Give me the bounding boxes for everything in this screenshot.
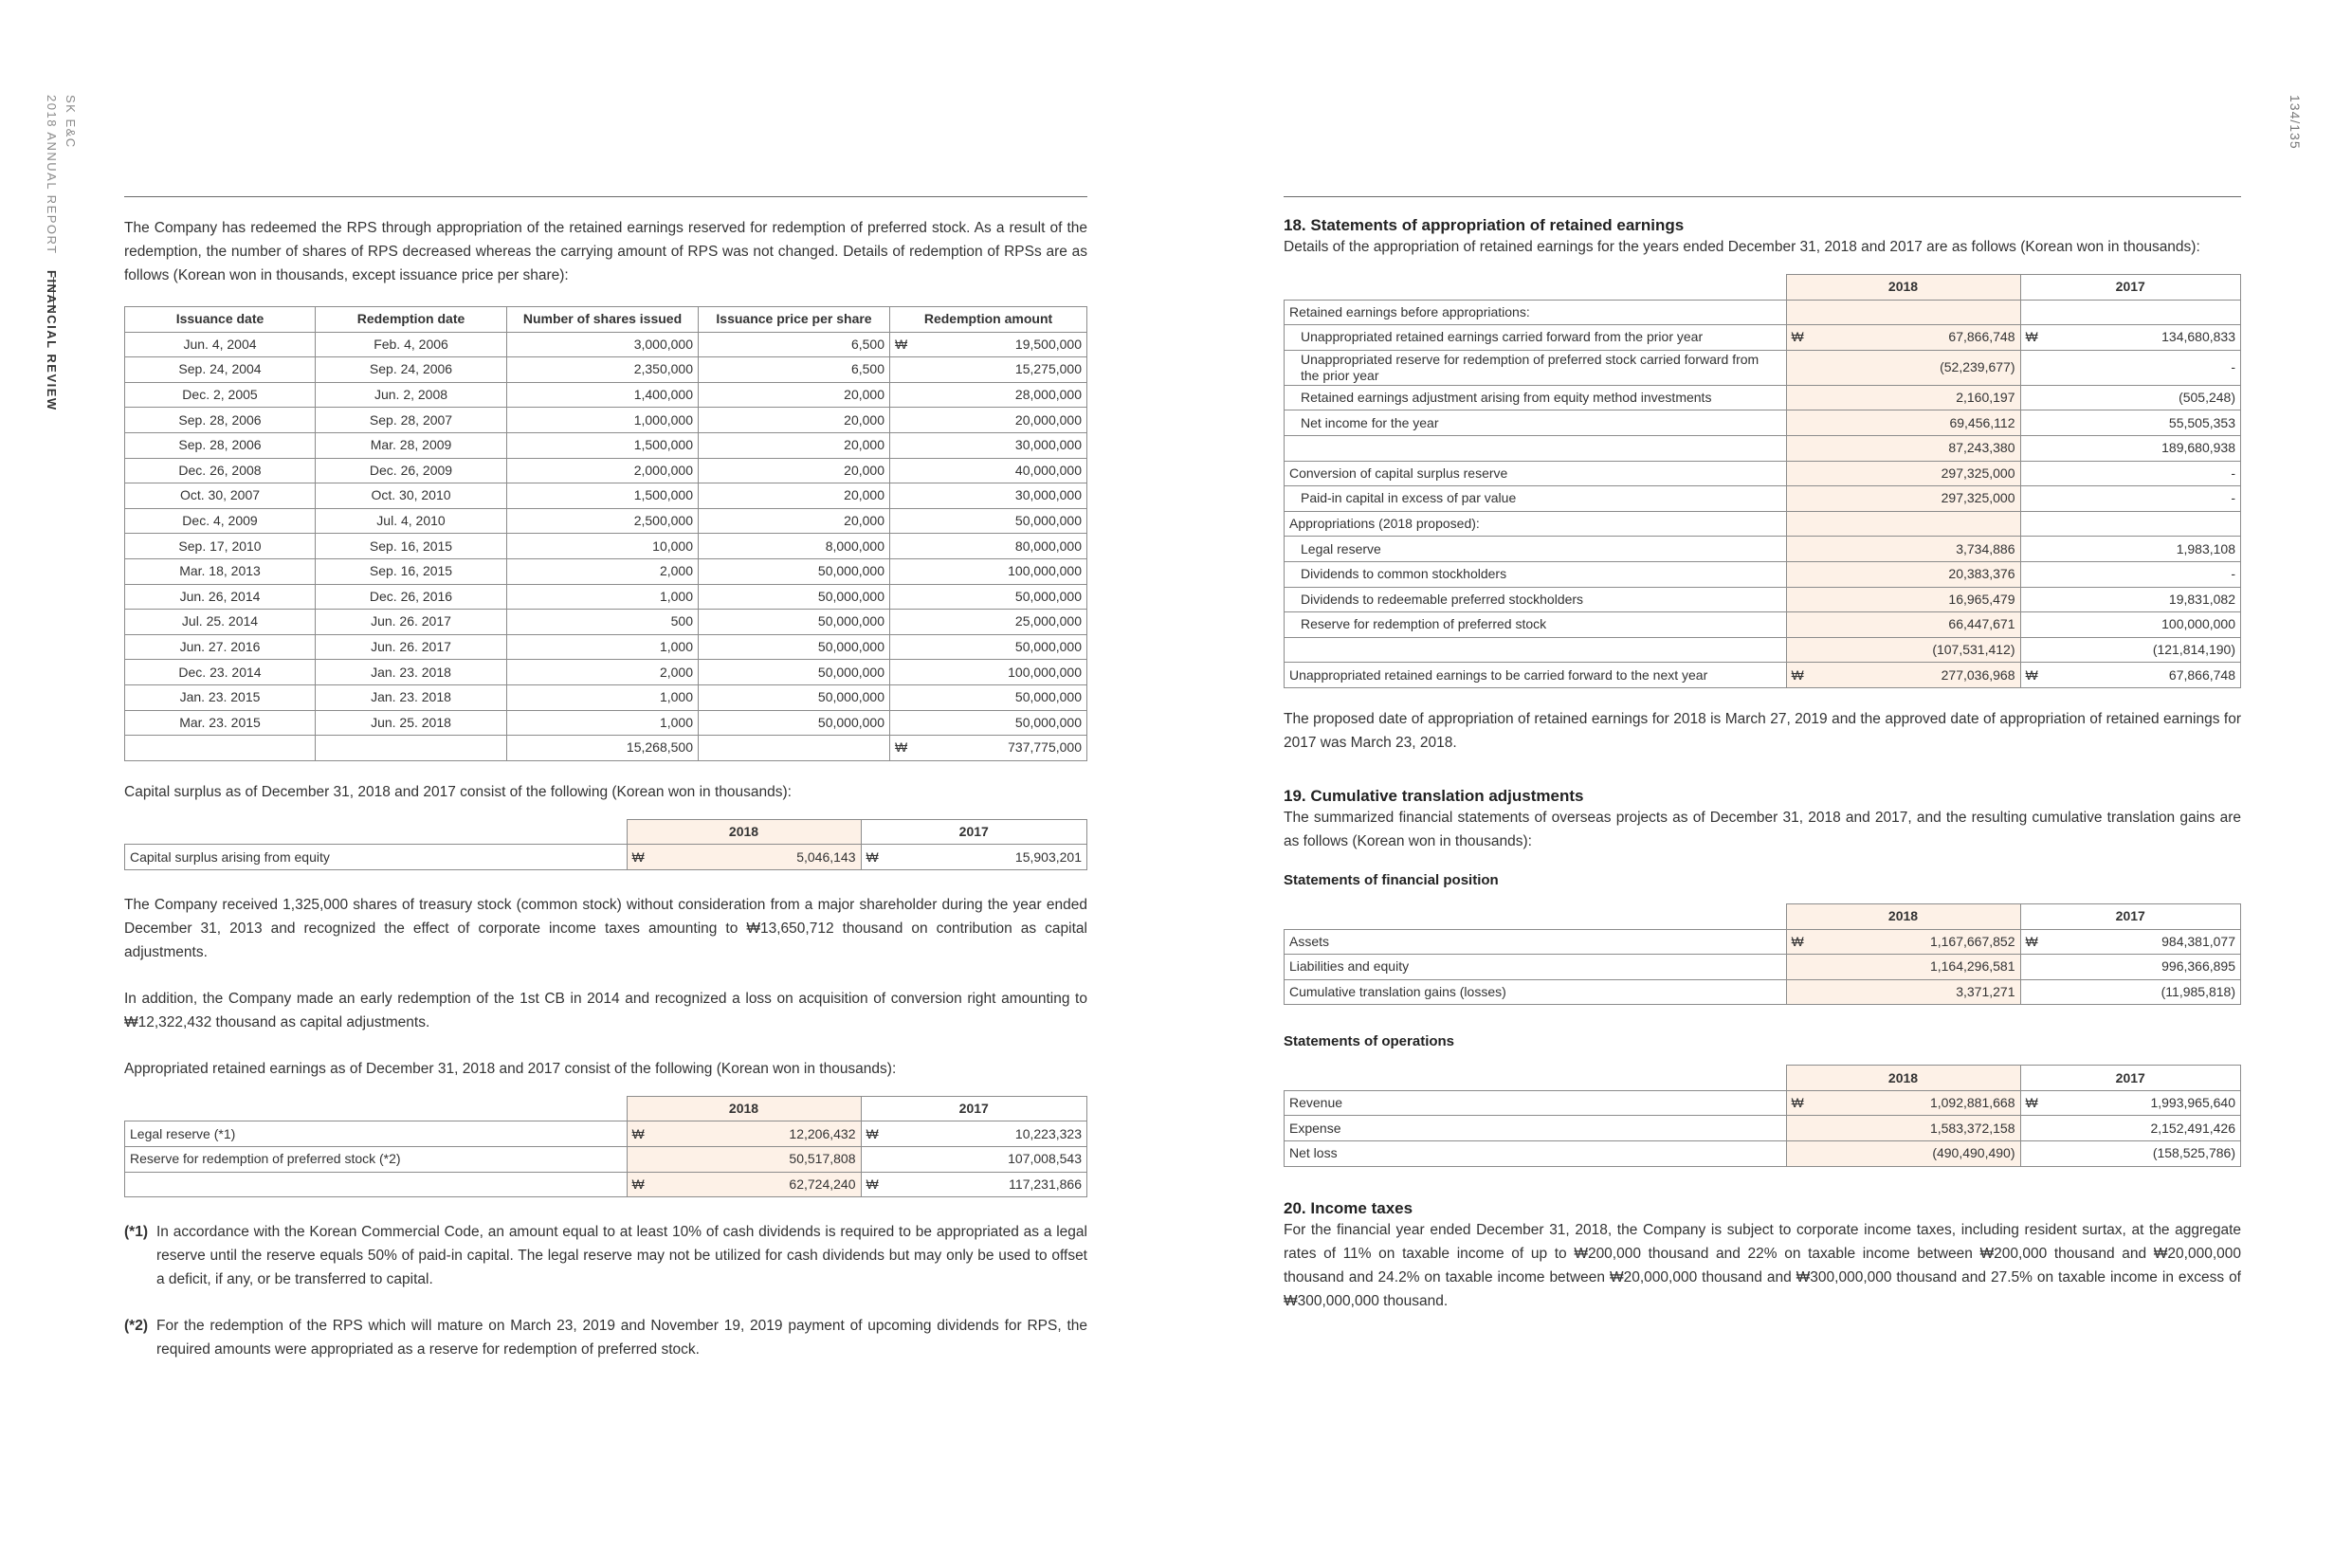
table-cell: 2,000 [507,660,699,685]
cell-value: 62,724,240 [789,1176,856,1192]
value-2018: (52,239,677) [1786,350,2020,385]
page-number: 134/135 [2288,95,2303,150]
table-cell: 50,000,000 [890,508,1087,534]
value-2017 [861,1172,1087,1197]
won-symbol: ₩ [631,1125,645,1141]
table-cell: 20,000 [699,408,890,433]
table-cell: 1,500,000 [507,432,699,458]
row-label [1285,637,1787,663]
table-cell: Jul. 4, 2010 [316,508,507,534]
table-row [1285,612,2241,638]
table-cell: 8,000,000 [699,534,890,559]
value-2017: - [2020,350,2241,385]
won-symbol: ₩ [895,336,908,352]
won-symbol: ₩ [2025,666,2038,683]
table-cell: Sep. 28, 2007 [316,408,507,433]
table-cell: Feb. 4, 2006 [316,332,507,357]
table-cell: 50,000,000 [699,710,890,736]
col-2018: 2018 [1786,1066,2020,1091]
col-redemption-date: Redemption date [316,307,507,333]
left-top-rule [124,196,1087,197]
note-1-key: (*1) [124,1224,148,1241]
table-header-row [125,307,1087,333]
table-cell: Dec. 26, 2008 [125,458,316,483]
col-issuance-date: Issuance date [125,307,316,333]
table-cell: 25,000,000 [890,610,1087,635]
row-label [1285,435,1787,461]
value-2018 [1786,929,2020,955]
table-cell: 20,000 [699,432,890,458]
table-cell: 500 [507,610,699,635]
table-cell: Jun. 26. 2017 [316,610,507,635]
total-shares: 15,268,500 [507,736,699,761]
row-label: Unappropriated reserve for redemption of preferred stock carried forward from the prior year [1285,350,1787,385]
value-2017: - [2020,486,2241,512]
won-symbol: ₩ [866,848,879,865]
value-2018 [1786,325,2020,351]
table-row [125,1121,1087,1147]
value-2017: 55,505,353 [2020,410,2241,436]
table-cell: Mar. 18, 2013 [125,558,316,584]
financial-position-title: Statements of financial position [1284,871,1499,888]
row-label: Retained earnings before appropriations: [1285,300,1787,325]
table-cell: 3,000,000 [507,332,699,357]
table-row [125,432,1087,458]
col-2017: 2017 [2020,1066,2241,1091]
table-cell: Dec. 26, 2016 [316,584,507,610]
table-cell: 50,000,000 [699,584,890,610]
row-label: Liabilities and equity [1285,955,1787,980]
table-cell: 2,500,000 [507,508,699,534]
table-cell: Jun. 25. 2018 [316,710,507,736]
table-cell: Sep. 28, 2006 [125,408,316,433]
table-row [1285,325,2241,351]
table-cell: 6,500 [699,332,890,357]
table-row [125,534,1087,559]
won-symbol: ₩ [2025,1095,2038,1111]
note-1-text: In accordance with the Korean Commercial Code, an amount equal to at least 10% of cash dividends is required to be appropriated as a legal reserve until the reserve equals 50% of paid-in capital. The legal reserve may not be utilized for cash dividends but may only be used to offset a deficit, if any, or be transferred to capital. [156,1224,1087,1288]
value-2017 [2020,511,2241,537]
table-row [1285,637,2241,663]
appropriated-intro: Appropriated retained earnings as of December 31, 2018 and 2017 consist of the following (Korean won in thousands): [124,1060,897,1077]
table-row [1285,385,2241,410]
table-row [1285,435,2241,461]
table-cell: 2,000,000 [507,458,699,483]
won-symbol: ₩ [2025,933,2038,949]
capital-surplus-table [124,819,1087,870]
table-cell: Jul. 25. 2014 [125,610,316,635]
table-cell: 1,000,000 [507,408,699,433]
table-cell: Sep. 16, 2015 [316,558,507,584]
value-2018 [1786,663,2020,688]
row-label: Unappropriated retained earnings to be carried forward to the next year [1285,663,1787,688]
table-row [1285,461,2241,486]
cb-paragraph: In addition, the Company made an early redemption of the 1st CB in 2014 and recognized a loss on acquisition of conversion right amounting to ₩12,322,432 thousand as capital adjustments. [124,990,1087,1030]
table-cell: Sep. 24, 2004 [125,357,316,383]
capital-surplus-intro: Capital surplus as of December 31, 2018 and 2017 consist of the following (Korean won in thousands): [124,783,792,800]
table-cell [890,332,1087,357]
table-header-row [1285,275,2241,301]
table-cell: 1,000 [507,684,699,710]
cell-value: 15,903,201 [1014,848,1082,865]
row-label: Net loss [1285,1141,1787,1167]
value-2017: 189,680,938 [2020,435,2241,461]
table-row [125,1147,1087,1173]
rps-redemption-table [124,306,1087,761]
table-cell: Dec. 2, 2005 [125,382,316,408]
table-row [1285,955,2241,980]
row-label: Appropriations (2018 proposed): [1285,511,1787,537]
table-row [1285,410,2241,436]
value-2017: 100,000,000 [2020,612,2241,638]
table-row [1285,663,2241,688]
total-amount [890,736,1087,761]
table-row [125,508,1087,534]
table-row [1285,511,2241,537]
right-column [1284,196,2241,1313]
section-20-text: For the financial year ended December 31, 2018, the Company is subject to corporate income taxes, including resident surtax, at the aggregate rates of 11% on taxable income of up to ₩200,000 thousand and 22% on taxable income between ₩200,000 thousand and ₩20,000,000 thousand and 24.2% on taxable income between ₩20,000,000 thousand and ₩300,000,000 thousand and 27.5% on taxable income in excess of ₩300,000,000 thousand. [1284,1221,2241,1309]
table-row [125,684,1087,710]
value-2017 [2020,1090,2241,1116]
appropriated-retained-earnings-table [124,1096,1087,1197]
table-cell: 1,500,000 [507,483,699,509]
sidebar-company: SK E&C [64,95,78,149]
table-cell: 1,400,000 [507,382,699,408]
table-row [1285,979,2241,1005]
table-cell: Mar. 23. 2015 [125,710,316,736]
table-cell: 15,275,000 [890,357,1087,383]
cell-value: 5,046,143 [796,848,856,865]
table-cell: 10,000 [507,534,699,559]
cell-value: 67,866,748 [1948,329,2015,345]
table-row [125,584,1087,610]
table-cell: 1,000 [507,710,699,736]
table-cell: Jan. 23. 2018 [316,684,507,710]
value-2017 [2020,663,2241,688]
table-cell: 20,000 [699,458,890,483]
value-2017 [2020,929,2241,955]
table-cell: 100,000,000 [890,660,1087,685]
table-row [1285,300,2241,325]
note-2-text: For the redemption of the RPS which will mature on March 23, 2019 and November 19, 2019 payment of upcoming dividends for RPS, the required amounts were appropriated as a reserve for redemption of preferred stock. [156,1318,1087,1358]
value-2018: (490,490,490) [1786,1141,2020,1167]
section-19-intro: The summarized financial statements of overseas projects as of December 31, 2018 and 2017, and the resulting cumulative translation gains are as follows (Korean won in thousands): [1284,809,2241,849]
value-2018 [627,1172,861,1197]
value-2018 [627,1121,861,1147]
value-2017: (158,525,786) [2020,1141,2241,1167]
cell-value: 277,036,968 [1941,666,2015,683]
value-2018: 3,371,271 [1786,979,2020,1005]
cell-value: 117,231,866 [1009,1176,1082,1192]
table-header-row [125,1096,1087,1121]
table-cell: 1,000 [507,634,699,660]
col-2018: 2018 [1786,903,2020,929]
cell-value: 1,167,667,852 [1929,933,2015,949]
table-cell: Sep. 16, 2015 [316,534,507,559]
row-label: Unappropriated retained earnings carried forward from the prior year [1285,325,1787,351]
value-2017: 19,831,082 [2020,587,2241,612]
table-cell: 30,000,000 [890,483,1087,509]
table-cell: Jun. 26. 2017 [316,634,507,660]
value-2017 [861,1121,1087,1147]
table-cell: 50,000,000 [699,660,890,685]
row-label: Revenue [1285,1090,1787,1116]
row-label: Retained earnings adjustment arising from equity method investments [1285,385,1787,410]
table-cell: Mar. 28, 2009 [316,432,507,458]
financial-position-body [1285,929,2241,1005]
table-cell: Jun. 26, 2014 [125,584,316,610]
sidebar-section: FINANCIAL REVIEW [45,270,59,411]
operations-table [1284,1065,2241,1166]
table-row [1285,561,2241,587]
cell-value: 1,092,881,668 [1929,1095,2015,1111]
table-row [125,382,1087,408]
table-cell: Jun. 27. 2016 [125,634,316,660]
table-cell: 2,350,000 [507,357,699,383]
won-symbol: ₩ [866,1176,879,1192]
section-19-title: 19. Cumulative translation adjustments [1284,786,1584,805]
value-2018: 297,325,000 [1786,461,2020,486]
table-row [1285,486,2241,512]
value-2018 [1786,1090,2020,1116]
value-2017: - [2020,561,2241,587]
table-cell: 50,000,000 [890,684,1087,710]
cell-value: 134,680,833 [2161,329,2235,345]
row-label: Legal reserve (*1) [125,1121,628,1147]
value-2018: 16,965,479 [1786,587,2020,612]
financial-position-table [1284,903,2241,1005]
rps-table-body [125,332,1087,760]
col-2017: 2017 [861,1096,1087,1121]
table-row [125,558,1087,584]
table-total-row [125,736,1087,761]
table-cell: 50,000,000 [699,634,890,660]
col-issuance-price: Issuance price per share [699,307,890,333]
note-2-key: (*2) [124,1318,148,1335]
value-2017: 1,983,108 [2020,537,2241,562]
section-20-title: 20. Income taxes [1284,1198,1413,1217]
value-2018: 2,160,197 [1786,385,2020,410]
table-cell [125,736,316,761]
table-cell: 80,000,000 [890,534,1087,559]
section-18-title: 18. Statements of appropriation of retained earnings [1284,216,1685,234]
sidebar [42,95,80,255]
row-label: Dividends to redeemable preferred stockholders [1285,587,1787,612]
won-symbol: ₩ [631,1176,645,1192]
table-cell: Sep. 28, 2006 [125,432,316,458]
treasury-stock-paragraph: The Company received 1,325,000 shares of treasury stock (common stock) without consideration from a major shareholder during the year ended December 31, 2013 and recognized the effect of corporate income taxes amounting to ₩13,650,712 thousand on contribution as capital adjustments. [124,896,1087,960]
table-cell: 50,000,000 [699,610,890,635]
table-cell: 20,000 [699,483,890,509]
table-cell: 2,000 [507,558,699,584]
table-header-row [125,819,1087,845]
table-row [125,483,1087,509]
table-cell: Oct. 30, 2007 [125,483,316,509]
note-2 [124,1314,1087,1361]
col-2018: 2018 [1786,275,2020,301]
value-2018: 1,583,372,158 [1786,1116,2020,1141]
col-shares-issued: Number of shares issued [507,307,699,333]
cell-value: 1,993,965,640 [2150,1095,2235,1111]
table-cell: 30,000,000 [890,432,1087,458]
row-label [125,1172,628,1197]
operations-body [1285,1090,2241,1166]
cell-value: 12,206,432 [789,1125,856,1141]
table-cell [699,736,890,761]
table-row [125,332,1087,357]
cell-value: 19,500,000 [1014,336,1082,352]
row-label: Legal reserve [1285,537,1787,562]
row-label: Expense [1285,1116,1787,1141]
table-row [125,1172,1087,1197]
table-cell: 20,000 [699,382,890,408]
table-row [125,458,1087,483]
row-label: Conversion of capital surplus reserve [1285,461,1787,486]
row-label: Net income for the year [1285,410,1787,436]
left-column [124,196,1087,1361]
col-2017: 2017 [2020,903,2241,929]
value-2018: 50,517,808 [627,1147,861,1173]
table-cell [316,736,507,761]
col-2017: 2017 [861,819,1087,845]
won-symbol: ₩ [631,848,645,865]
table-cell: 50,000,000 [890,584,1087,610]
section-18-intro: Details of the appropriation of retained earnings for the years ended December 31, 2018 and 2017 are as follows (Korean won in thousands): [1284,239,2200,255]
value-2018: 69,456,112 [1786,410,2020,436]
table-cell: 50,000,000 [699,558,890,584]
sidebar-report: 2018 ANNUAL REPORT [45,95,59,255]
won-symbol: ₩ [866,1125,879,1141]
operations-title: Statements of operations [1284,1033,1455,1050]
table-cell: Sep. 17, 2010 [125,534,316,559]
value-2017 [861,845,1087,870]
capital-surplus-body [125,845,1087,870]
table-cell: Dec. 26, 2009 [316,458,507,483]
won-symbol: ₩ [1791,666,1804,683]
table-cell: 50,000,000 [890,710,1087,736]
value-2017: 996,366,895 [2020,955,2241,980]
cell-value: 67,866,748 [2168,666,2235,683]
table-row [125,710,1087,736]
value-2018: (107,531,412) [1786,637,2020,663]
table-row [1285,929,2241,955]
value-2018: 20,383,376 [1786,561,2020,587]
table-row [1285,1090,2241,1116]
table-row [1285,1116,2241,1141]
row-label: Dividends to common stockholders [1285,561,1787,587]
row-label: Reserve for redemption of preferred stock (*2) [125,1147,628,1173]
cell-value: 984,381,077 [2161,933,2235,949]
cell-value: 10,223,323 [1014,1125,1082,1141]
value-2018: 87,243,380 [1786,435,2020,461]
table-row [125,610,1087,635]
rps-intro: The Company has redeemed the RPS through appropriation of the retained earnings reserved for redemption of preferred stock. As a result of the redemption, the number of shares of RPS decreased whereas the carrying amount of RPS was not changed. Details of redemption of RPSs are as follows (Korean won in thousands, except issuance price per share): [124,220,1087,283]
table-header-row [1285,1066,2241,1091]
table-cell: 20,000 [699,508,890,534]
col-2018: 2018 [627,1096,861,1121]
value-2017: (121,814,190) [2020,637,2241,663]
value-2017: (11,985,818) [2020,979,2241,1005]
table-cell: 100,000,000 [890,558,1087,584]
won-symbol: ₩ [1791,1095,1804,1111]
won-symbol: ₩ [2025,329,2038,345]
table-cell: 40,000,000 [890,458,1087,483]
row-label: Capital surplus arising from equity [125,845,628,870]
cell-value: 737,775,000 [1008,739,1082,756]
table-row [1285,1141,2241,1167]
appropriation-statement-table [1284,274,2241,688]
value-2018 [1786,511,2020,537]
row-label: Paid-in capital in excess of par value [1285,486,1787,512]
row-label: Cumulative translation gains (losses) [1285,979,1787,1005]
table-cell: 20,000,000 [890,408,1087,433]
col-2017: 2017 [2020,275,2241,301]
table-row [125,634,1087,660]
table-header-row [1285,903,2241,929]
table-cell: Jan. 23. 2018 [316,660,507,685]
table-cell: 1,000 [507,584,699,610]
table-cell: Dec. 23. 2014 [125,660,316,685]
table-cell: Dec. 4, 2009 [125,508,316,534]
col-redemption-amount: Redemption amount [890,307,1087,333]
table-row [1285,537,2241,562]
value-2018: 3,734,886 [1786,537,2020,562]
table-cell: Oct. 30, 2010 [316,483,507,509]
value-2017: (505,248) [2020,385,2241,410]
table-cell: 28,000,000 [890,382,1087,408]
value-2017 [2020,325,2241,351]
right-top-rule [1284,196,2241,197]
table-cell: Sep. 24, 2006 [316,357,507,383]
value-2018 [627,845,861,870]
table-cell: Jan. 23. 2015 [125,684,316,710]
table-row [1285,350,2241,385]
table-cell: Jun. 4, 2004 [125,332,316,357]
won-symbol: ₩ [1791,329,1804,345]
appropriation-body [1285,300,2241,687]
table-row [125,660,1087,685]
table-row [125,408,1087,433]
value-2017 [2020,300,2241,325]
value-2017: 2,152,491,426 [2020,1116,2241,1141]
value-2017: - [2020,461,2241,486]
table-cell: Jun. 2, 2008 [316,382,507,408]
won-symbol: ₩ [1791,933,1804,949]
table-row [125,845,1087,870]
value-2018 [1786,300,2020,325]
value-2018: 1,164,296,581 [1786,955,2020,980]
table-cell: 6,500 [699,357,890,383]
col-2018: 2018 [627,819,861,845]
value-2018: 297,325,000 [1786,486,2020,512]
table-row [125,357,1087,383]
table-row [1285,587,2241,612]
appropriated-body [125,1121,1087,1197]
row-label: Reserve for redemption of preferred stock [1285,612,1787,638]
value-2018: 66,447,671 [1786,612,2020,638]
table-cell: 50,000,000 [699,684,890,710]
won-symbol: ₩ [895,739,908,756]
note-1 [124,1220,1087,1291]
row-label: Assets [1285,929,1787,955]
table-cell: 50,000,000 [890,634,1087,660]
value-2017: 107,008,543 [861,1147,1087,1173]
section-18-after: The proposed date of appropriation of retained earnings for 2018 is March 27, 2019 and the approved date of appropriation of retained earnings for 2017 was March 23, 2018. [1284,710,2241,751]
